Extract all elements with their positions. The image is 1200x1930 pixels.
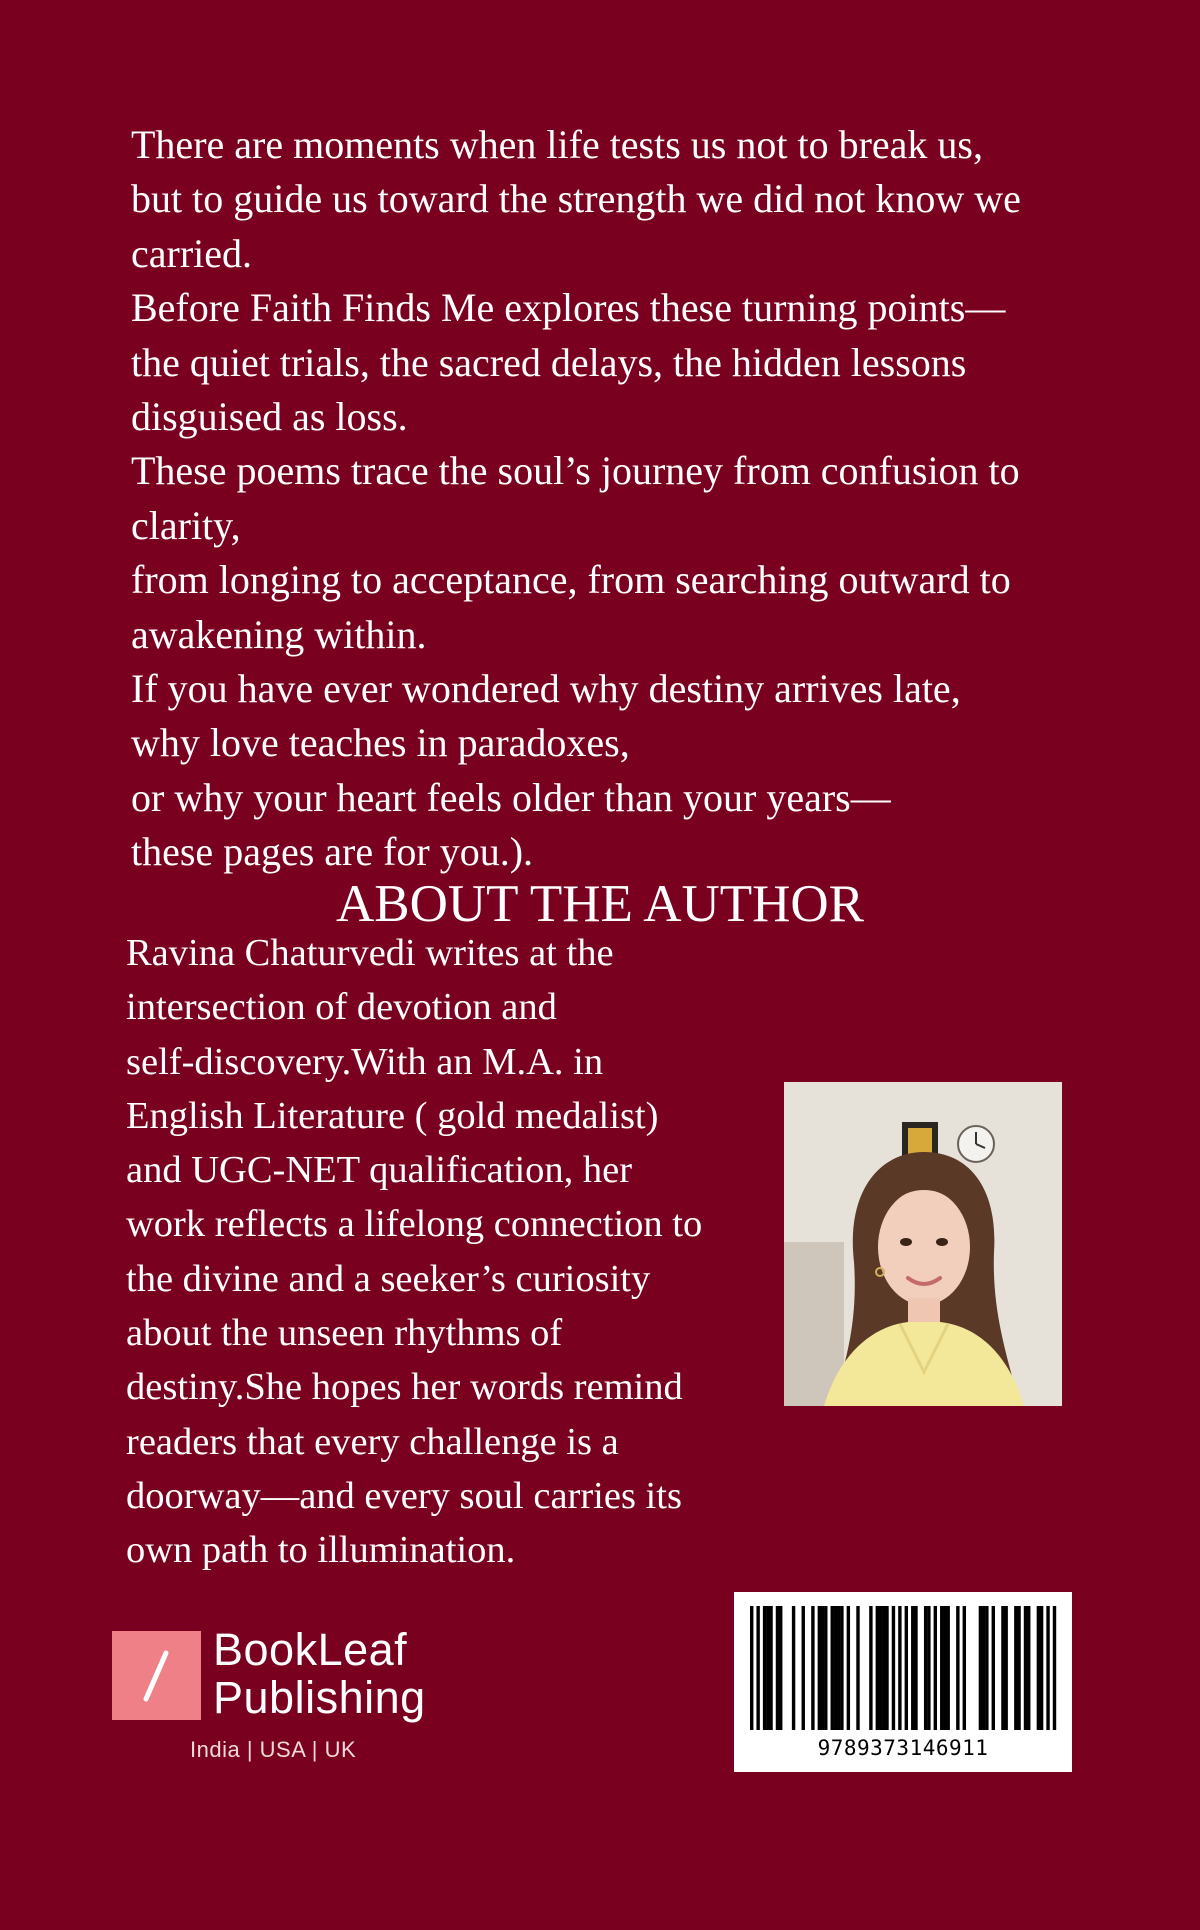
barcode-bar <box>882 1606 885 1730</box>
barcode-bar <box>869 1606 872 1730</box>
blurb-line: Before Faith Finds Me explores these turning points— <box>131 285 1006 331</box>
bio-line: self-discovery.With an M.A. in <box>126 1040 604 1083</box>
barcode-bar <box>979 1606 982 1730</box>
barcode-bar <box>824 1606 827 1730</box>
barcode-bar <box>892 1606 895 1730</box>
barcode-bar <box>956 1606 959 1730</box>
barcode-bar <box>924 1606 927 1730</box>
author-photo <box>784 1082 1062 1406</box>
blurb-line: If you have ever wondered why destiny arrives late, <box>131 666 961 712</box>
publisher-name-line1: BookLeaf <box>213 1624 408 1675</box>
bio-line: work reflects a lifelong connection to <box>126 1203 703 1246</box>
blurb-line: These poems trace the soul’s journey from confusion to <box>131 448 1020 494</box>
bio-line: doorway—and every soul carries its <box>126 1474 682 1517</box>
barcode-bar <box>837 1606 840 1730</box>
bio-line: destiny.She hopes her words remind <box>126 1366 683 1409</box>
barcode-bar <box>940 1606 943 1730</box>
about-heading: ABOUT THE AUTHOR <box>335 875 865 933</box>
barcode-bar <box>802 1606 805 1730</box>
barcode-bar <box>927 1606 930 1730</box>
barcode-bar <box>1046 1606 1049 1730</box>
bio-line: the divine and a seeker’s curiosity <box>126 1257 651 1300</box>
blurb-line: these pages are for you.). <box>131 829 534 875</box>
barcode-bar <box>992 1606 995 1730</box>
barcode-bar <box>763 1606 766 1730</box>
barcode-bar <box>756 1606 759 1730</box>
publisher-name-line2: Publishing <box>213 1672 426 1723</box>
blurb-line: carried. <box>131 230 253 276</box>
barcode-bar <box>811 1606 814 1730</box>
publisher-name <box>213 1626 426 1722</box>
bio-line: English Literature ( gold medalist) <box>126 1094 659 1137</box>
barcode-bar <box>1024 1606 1027 1730</box>
barcode-bar <box>1001 1606 1004 1730</box>
barcode-bar <box>856 1606 859 1730</box>
barcode-bar <box>766 1606 769 1730</box>
blurb-line: from longing to acceptance, from searching outward to <box>131 557 1011 603</box>
blurb-line: but to guide us toward the strength we did not know we <box>131 176 1021 222</box>
barcode-bar <box>779 1606 782 1730</box>
barcode-bar <box>1017 1606 1020 1730</box>
barcode-bar <box>1037 1606 1040 1730</box>
barcode-bar <box>885 1606 888 1730</box>
barcode-bar <box>982 1606 985 1730</box>
bio-line: Ravina Chaturvedi writes at the <box>126 932 614 974</box>
blurb-line: awakening within. <box>131 611 427 657</box>
barcode-bar <box>1027 1606 1030 1730</box>
blurb-line: the quiet trials, the sacred delays, the hidden lessons <box>131 339 967 385</box>
blurb-line: disguised as loss. <box>131 394 408 440</box>
barcode-bar <box>943 1606 946 1730</box>
barcode-bar <box>750 1606 753 1730</box>
barcode-bar <box>1004 1606 1007 1730</box>
blurb-line: or why your heart feels older than your years— <box>131 774 891 820</box>
isbn-number: 9789373146911 <box>817 1736 989 1760</box>
publisher-regions: India | USA | UK <box>190 1737 357 1762</box>
barcode-bar <box>821 1606 824 1730</box>
barcode-bar <box>769 1606 772 1730</box>
barcode-bar <box>914 1606 917 1730</box>
barcode-bar <box>934 1606 937 1730</box>
bio-line: readers that every challenge is a <box>126 1420 619 1463</box>
barcode-bar <box>840 1606 843 1730</box>
barcode-bar <box>911 1606 914 1730</box>
barcode-bar <box>1040 1606 1043 1730</box>
barcode-bar <box>1014 1606 1017 1730</box>
barcode-bar <box>898 1606 901 1730</box>
blurb-line: clarity, <box>131 502 241 548</box>
blurb-line: why love teaches in paradoxes, <box>131 720 630 766</box>
barcode-bar <box>879 1606 882 1730</box>
barcode-bar <box>985 1606 988 1730</box>
barcode-bar <box>792 1606 795 1730</box>
barcode-bar <box>818 1606 821 1730</box>
barcode-bar <box>946 1606 949 1730</box>
bookleaf-logo-icon <box>112 1631 201 1720</box>
bio-line: intersection of devotion and <box>126 986 557 1029</box>
barcode-bar <box>1053 1606 1056 1730</box>
barcode <box>734 1592 1072 1772</box>
blurb <box>131 118 1091 880</box>
barcode-bar <box>963 1606 966 1730</box>
author-bio <box>126 926 766 1578</box>
barcode-bar <box>905 1606 908 1730</box>
barcode-bar <box>876 1606 879 1730</box>
barcode-bar <box>847 1606 850 1730</box>
barcode-bar <box>834 1606 837 1730</box>
bio-line: and UGC-NET qualification, her <box>126 1149 633 1192</box>
bio-line: own path to illumination. <box>126 1529 516 1572</box>
blurb-line: There are moments when life tests us not to break us, <box>131 122 983 167</box>
bio-line: about the unseen rhythms of <box>126 1312 563 1355</box>
barcode-bar <box>831 1606 834 1730</box>
barcode-bar <box>776 1606 779 1730</box>
